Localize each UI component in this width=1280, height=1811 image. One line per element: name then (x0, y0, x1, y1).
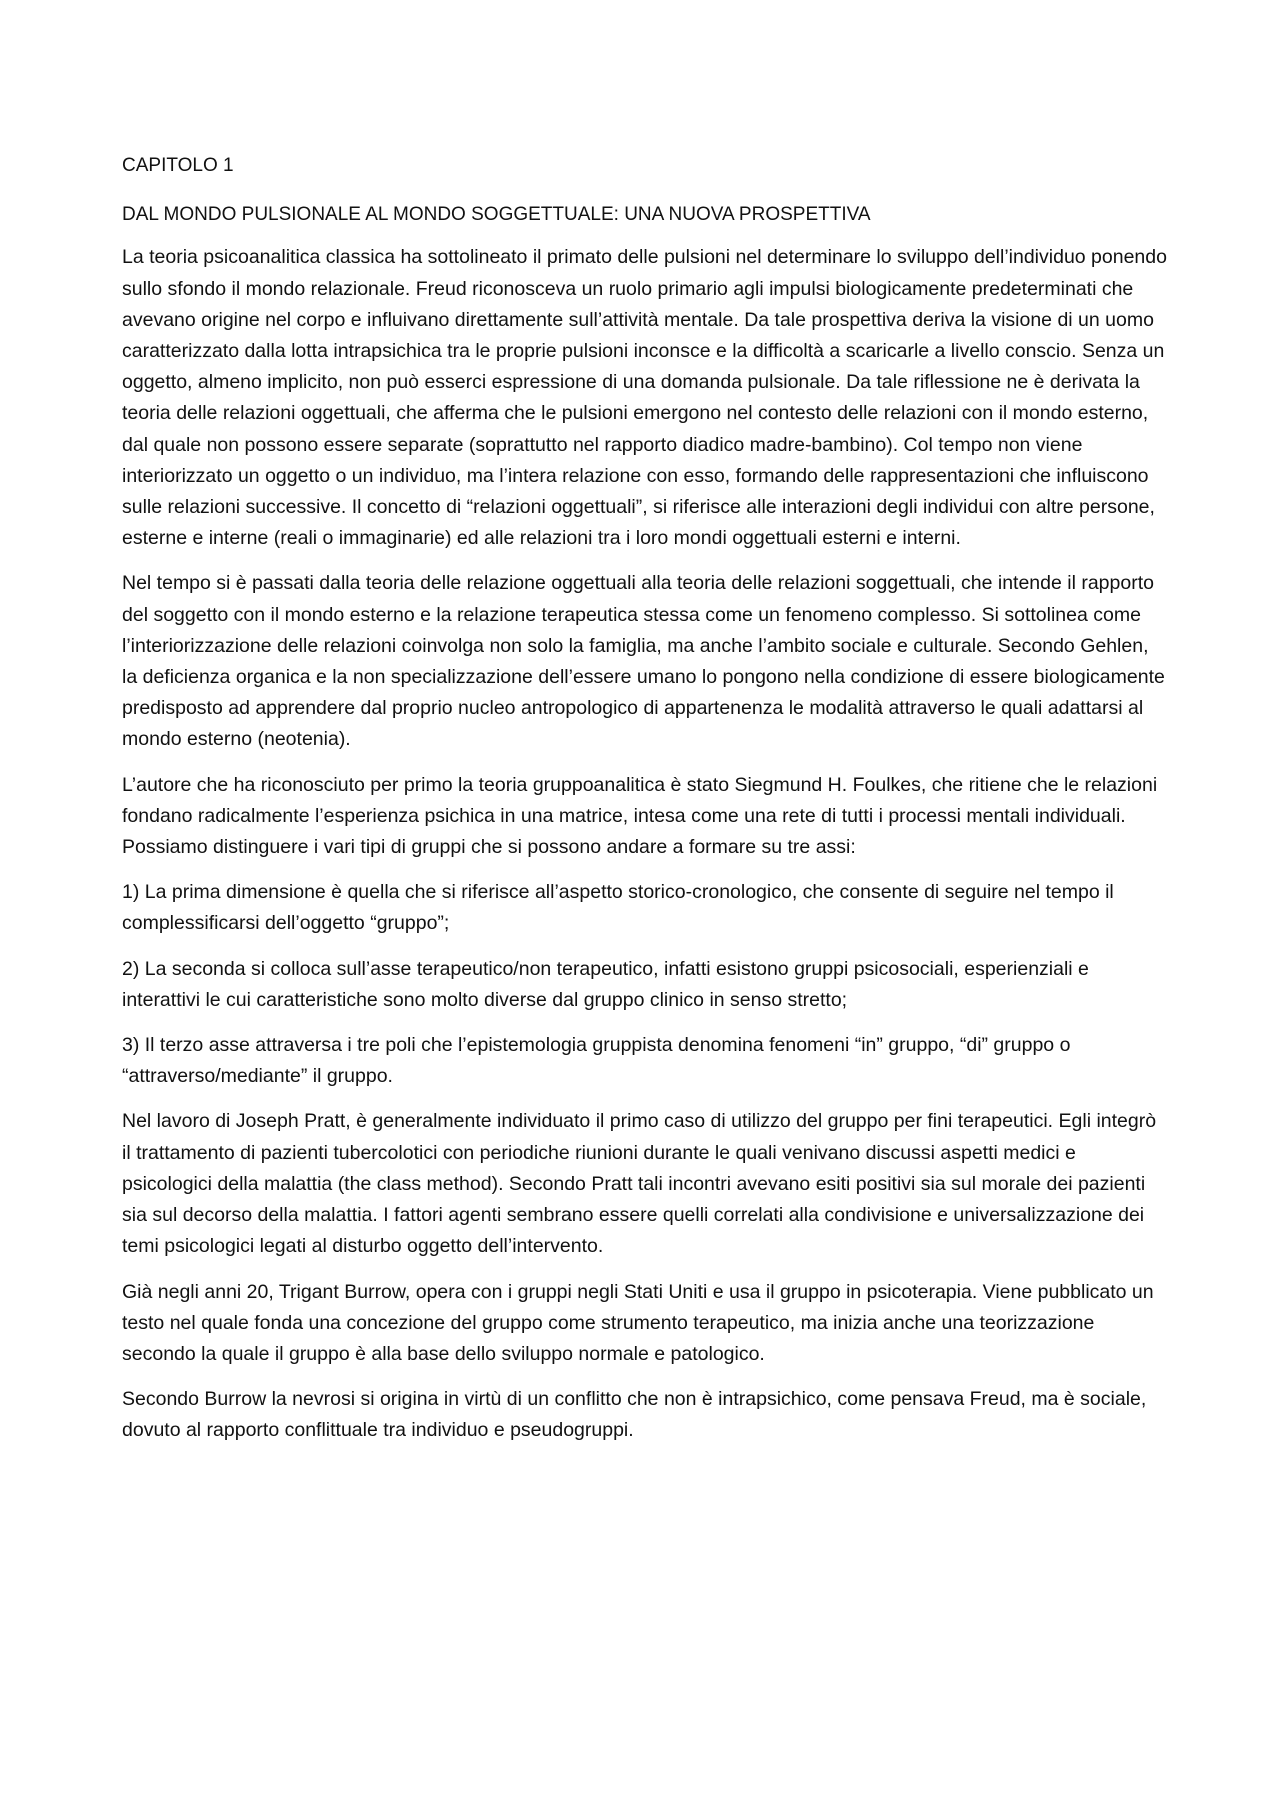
list-item-1: 1) La prima dimensione è quella che si riferisce all’aspetto storico-cronologico, che consente di seguire nel tempo il complessificarsi dell’oggetto “gruppo”; (122, 881, 1114, 935)
chapter-heading: CAPITOLO 1 (122, 155, 234, 176)
list-item-2: 2) La seconda si colloca sull’asse terapeutico/non terapeutico, infatti esistono gruppi psicosociali, esperienziali e interattivi le cui caratteristiche sono molto diverse dal gruppo clinico in senso stretto; (122, 957, 1089, 1011)
paragraph-2: Nel tempo si è passati dalla teoria delle relazione oggettuali alla teoria delle relazioni soggettuali, che intende il rapporto del soggetto con il mondo esterno e la relazione terapeutica stessa come un fenomeno complesso. Si sottolinea come l’interiorizzazione delle relazioni coinvolga non solo la famiglia, ma anche l’ambito sociale e culturale. Secondo Gehlen, la deficienza organica e la non specializzazione dell’essere umano lo pongono nella condizione di essere biologicamente predisposto ad apprendere dal proprio nucleo antropologico di appartenenza le modalità attraverso le quali adattarsi al mondo esterno (neotenia). (122, 572, 1165, 751)
paragraph-4: Nel lavoro di Joseph Pratt, è generalmente individuato il primo caso di utilizzo del gruppo per fini terapeutici. Egli integrò il trattamento di pazienti tubercolotici con periodiche riunioni durante le quali venivano discussi aspetti medici e psicologici della malattia (the class method). Secondo Pratt tali incontri avevano esiti positivi sia sul morale dei pazienti sia sul decorso della malattia. I fattori agenti sembrano essere quelli correlati alla condivisione e universalizzazione dei temi psicologici legati al disturbo oggetto dell’intervento. (122, 1110, 1157, 1258)
paragraph-6: Secondo Burrow la nevrosi si origina in virtù di un conflitto che non è intrapsichico, come pensava Freud, ma è sociale, dovuto al rapporto conflittuale tra individuo e pseudogruppi. (122, 1388, 1147, 1442)
list-item-3: 3) Il terzo asse attraversa i tre poli che l’epistemologia gruppista denomina fenomeni “in” gruppo, “di” gruppo o “attraverso/mediante” il gruppo. (122, 1034, 1071, 1088)
paragraph-5: Già negli anni 20, Trigant Burrow, opera con i gruppi negli Stati Uniti e usa il gruppo in psicoterapia. Viene pubblicato un testo nel quale fonda una concezione del gruppo come strumento terapeutico, ma inizia anche una teorizzazione secondo la quale il gruppo è alla base dello sviluppo normale e patologico. (122, 1280, 1154, 1365)
document-page (122, 150, 1167, 1461)
paragraph-3: L’autore che ha riconosciuto per primo la teoria gruppoanalitica è stato Siegmund H. Foulkes, che ritiene che le relazioni fondano radicalmente l’esperienza psichica in una matrice, intesa come una rete di tutti i processi mentali individuali. Possiamo distinguere i vari tipi di gruppi che si possono andare a formare su tre assi: (122, 773, 1158, 859)
chapter-title: DAL MONDO PULSIONALE AL MONDO SOGGETTUALE: UNA NUOVA PROSPETTIVA (122, 204, 871, 226)
paragraph-1: La teoria psicoanalitica classica ha sottolineato il primato delle pulsioni nel determinare lo sviluppo dell’individuo ponendo sullo sfondo il mondo relazionale. Freud riconosceva un ruolo primario agli impulsi biologicamente predeterminati che avevano origine nel corpo e influivano direttamente sull’attività mentale. Da tale prospettiva deriva la visione di un uomo caratterizzato dalla lotta intrapsichica tra le proprie pulsioni inconsce e la difficoltà a scaricarle a livello conscio. Senza un oggetto, almeno implicito, non può esserci espressione di una domanda pulsionale. Da tale riflessione ne è derivata la teoria delle relazioni oggettuali, che afferma che le pulsioni emergono nel contesto delle relazioni con il mondo esterno, dal quale non possono essere separate (soprattutto nel rapporto diadico madre-bambino). Col tempo non viene interiorizzato un oggetto o un individuo, ma l’intera relazione con esso, formando delle rappresentazioni che influiscono sulle relazioni successive. Il concetto di “relazioni oggettuali”, si riferisce alle interazioni degli individui con altre persone, esterne e interne (reali o immaginarie) ed alle relazioni tra i loro mondi oggettuali esterni e interni. (122, 246, 1167, 550)
